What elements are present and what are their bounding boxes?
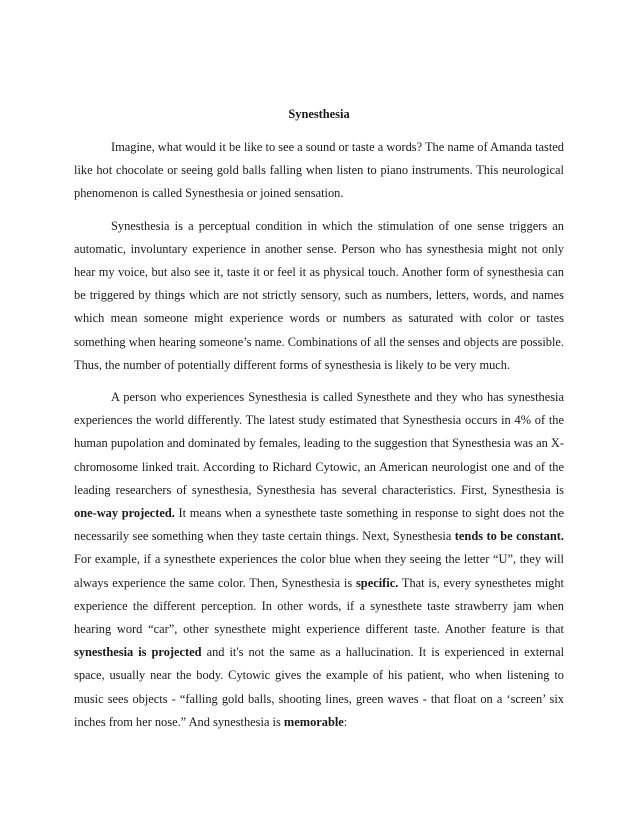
paragraph-text: That is, every synesthetes might experience the different perception. In other words, if a synesthete taste strawberry jam when hearing word “car”, other synesthete might experience different taste. Another feature is that <box>74 575 564 637</box>
paragraph-text: For example, if a synesthete experiences the color blue when they seeing the letter “U”, they will always experience the same color. Then, Synesthesia is <box>74 552 564 590</box>
paragraph-2 <box>74 215 564 377</box>
paragraph-text: : <box>343 714 348 729</box>
bold-term-memorable: memorable <box>283 714 344 729</box>
paragraph-text: It means when a synesthete taste something in response to sight does not the necessarily see something when they taste certain things. Next, Synesthesia <box>74 506 564 544</box>
document-title: Synesthesia <box>288 107 350 121</box>
paragraph-3 <box>74 386 564 734</box>
bold-term-specific: specific. <box>355 575 399 590</box>
paragraph-text: Synesthesia is a perceptual condition in which the stimulation of one sense triggers an automatic, involuntary experience in another sense. Person who has synesthesia might not only hear my voice, but also see it, taste it or feel it as physical touch. Another form of synesthesia can be triggered by things which are not strictly sensory, such as numbers, letters, words, and names which mean someone might experience words or numbers as saturated with color or tastes something when hearing someone’s name. Combinations of all the senses and objects are possible. Thus, the number of potentially different forms of synesthesia is likely to be very much. <box>74 218 564 372</box>
paragraph-1 <box>74 136 564 206</box>
bold-term-one-way-projected: one-way projected. <box>74 506 175 521</box>
bold-term-tends-to-be-constant: tends to be constant. <box>454 529 564 544</box>
bold-term-synesthesia-is-projected: synesthesia is projected <box>74 645 202 660</box>
document-body <box>74 103 564 743</box>
paragraph-text: A person who experiences Synesthesia is called Synesthete and they who has synesthesia experiences the world differently. The latest study estimated that Synesthesia occurs in 4% of the human pupolation and dominated by females, leading to the suggestion that Synesthesia was an X-chromosome linked trait. According to Richard Cytowic, an American neurologist one and of the leading researchers of synesthesia, Synesthesia has several characteristics. First, Synesthesia is <box>74 390 564 497</box>
paragraph-text: Imagine, what would it be like to see a sound or taste a words? The name of Amanda tasted like hot chocolate or seeing gold balls falling when listen to piano instruments. This neurological phenomenon is called Synesthesia or joined sensation. <box>74 140 564 201</box>
paragraph-text: and it's not the same as a hallucination. It is experienced in external space, usually near the body. Cytowic gives the example of his patient, who when listening to music sees objects - “falling gold balls, shooting lines, green waves - that float on a ‘screen’ six inches from her nose.” And synesthesia is <box>74 645 565 729</box>
